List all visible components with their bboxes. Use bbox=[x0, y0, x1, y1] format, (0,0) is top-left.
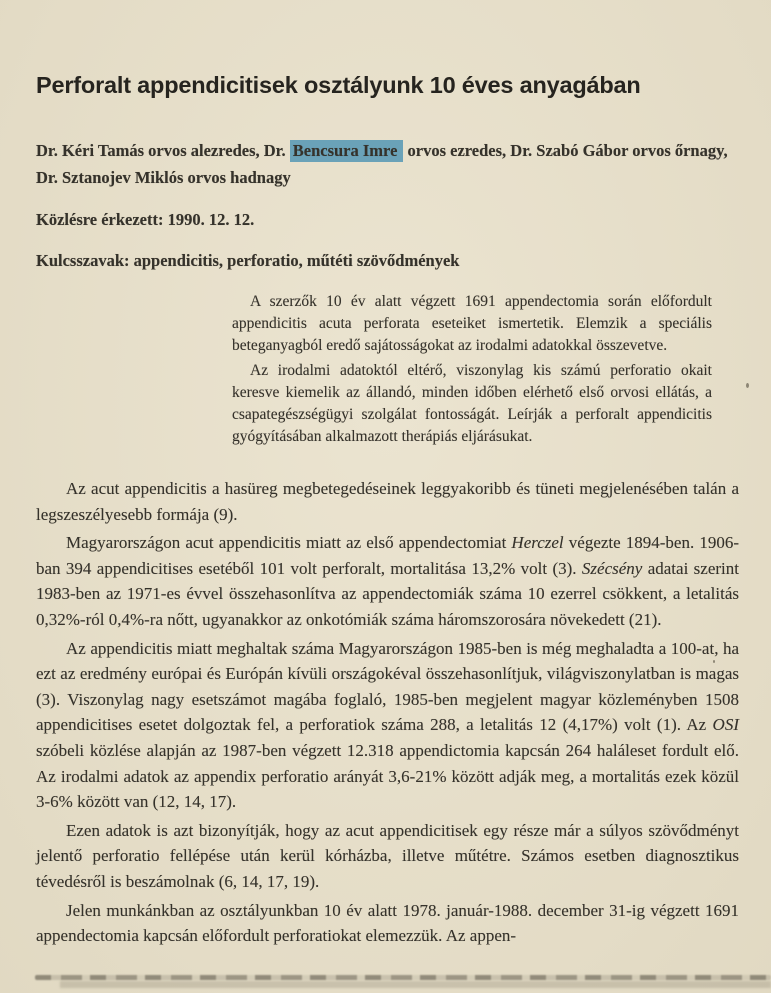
author-line-2: Dr. Sztanojev Miklós orvos hadnagy bbox=[36, 168, 291, 187]
received-date-line: Közlésre érkezett: 1990. 12. 12. bbox=[36, 210, 255, 229]
highlighted-author-name: Bencsura Imre bbox=[290, 140, 404, 162]
author-line bbox=[36, 137, 746, 191]
scan-speck bbox=[746, 383, 749, 388]
abstract-paragraph-2: Az irodalmi adatoktól eltérő, viszonylag kis számú perforatio okait keresve kiemelik az állandó, minden időben elérhető első orvosi ellátás, a csapategészségügyi szolgálat fontosságát. Leírják a perforalt appendicitis gyógyításában alkalmazott therápiás eljárásukat. bbox=[232, 362, 712, 445]
body-text-block bbox=[36, 476, 739, 952]
body-p3-text: Az appendicitis miatt meghaltak száma Magyarországon 1985-ben is még meghaladta a 100-at, ha ezt az eredmény európai és Európán kívüli országokéval összehasonlítjuk, világviszonylatban is magas (3). Viszonylag nagy esetszámot magába foglaló, 1985-ben megjelent magyar közleményben 1508 appendicitises esetet dolgoztak fel, a perforatiok száma 288, a letalitás 12 (4,17%) volt (1). Az bbox=[36, 638, 739, 735]
body-p2-text: Magyarországon acut appendicitis miatt az első appendectomiat bbox=[66, 533, 512, 553]
body-paragraph-3 bbox=[36, 636, 739, 815]
body-p3-text: szóbeli közlése alapján az 1987-ben végzett 12.318 appendictomia kapcsán 264 haláleset fordult elő. Az irodalmi adatok az appendix perforatio arányát 3,6-21% között adják meg, a mortalitás ezek közül 3-6% között van (12, 14, 17). bbox=[36, 740, 739, 812]
abstract-paragraph-1: A szerzők 10 év alatt végzett 1691 appendectomia során előfordult appendicitis acuta perforata eseteiket ismertetik. Elemzik a speciális beteganyagból eredő sajátosságokat az irodalmi adatokkal összevetve. bbox=[232, 293, 712, 354]
author-text-after-highlight: orvos ezredes, Dr. Szabó Gábor orvos őrnagy, bbox=[403, 141, 728, 160]
italic-name-herczel: Herczel bbox=[511, 533, 564, 553]
keywords-line: Kulcsszavak: appendicitis, perforatio, műtéti szövődmények bbox=[36, 251, 460, 270]
body-paragraph-4: Ezen adatok is azt bizonyítják, hogy az acut appendicitisek egy része már a súlyos szövődményt jelentő perforatio fellépése után kerül kórházba, illetve műtétre. Számos esetben diagnosztikus tévedésről is beszámolnak (6, 14, 17, 19). bbox=[36, 820, 739, 891]
author-text-before-highlight: Dr. Kéri Tamás orvos alezredes, Dr. bbox=[36, 141, 290, 160]
italic-name-osi: OSI bbox=[712, 715, 739, 735]
page-bottom-scan-edge bbox=[35, 975, 771, 980]
article-title: Perforalt appendicitisek osztályunk 10 éves anyagában bbox=[36, 72, 641, 98]
body-paragraph-2 bbox=[36, 530, 739, 632]
body-paragraph-1: Az acut appendicitis a hasüreg megbetegedéseinek leggyakoribb és tüneti megjelenésében talán a legszeszélyesebb formája (9). bbox=[36, 479, 739, 524]
scan-speck bbox=[713, 660, 715, 663]
italic-name-szecseny: Szécsény bbox=[581, 558, 643, 578]
page-bottom-scan-shadow bbox=[60, 981, 771, 988]
body-paragraph-5: Jelen munkánkban az osztályunkban 10 év alatt 1978. január-1988. december 31-ig végzett 1691 appendectomia kapcsán előfordult perforatiokat elemezzük. Az appen- bbox=[36, 900, 739, 946]
abstract-block bbox=[232, 291, 712, 451]
body-p2-text: adatai szerint 1983-ben az 1971-es évvel összehasonlítva az appendectomiák száma 10 ezerrel csökkent, a letalitás 0,32%-ról 0,4%-ra nőtt, ugyanakkor az onkotómiák száma háromszorosára növekedett (21). bbox=[36, 558, 739, 629]
body-p2-text: végezte 1894-ben. 1906-ban 394 appendicitises esetéből 101 volt perforalt, mortalitása 13,2% volt (3). bbox=[36, 533, 739, 578]
